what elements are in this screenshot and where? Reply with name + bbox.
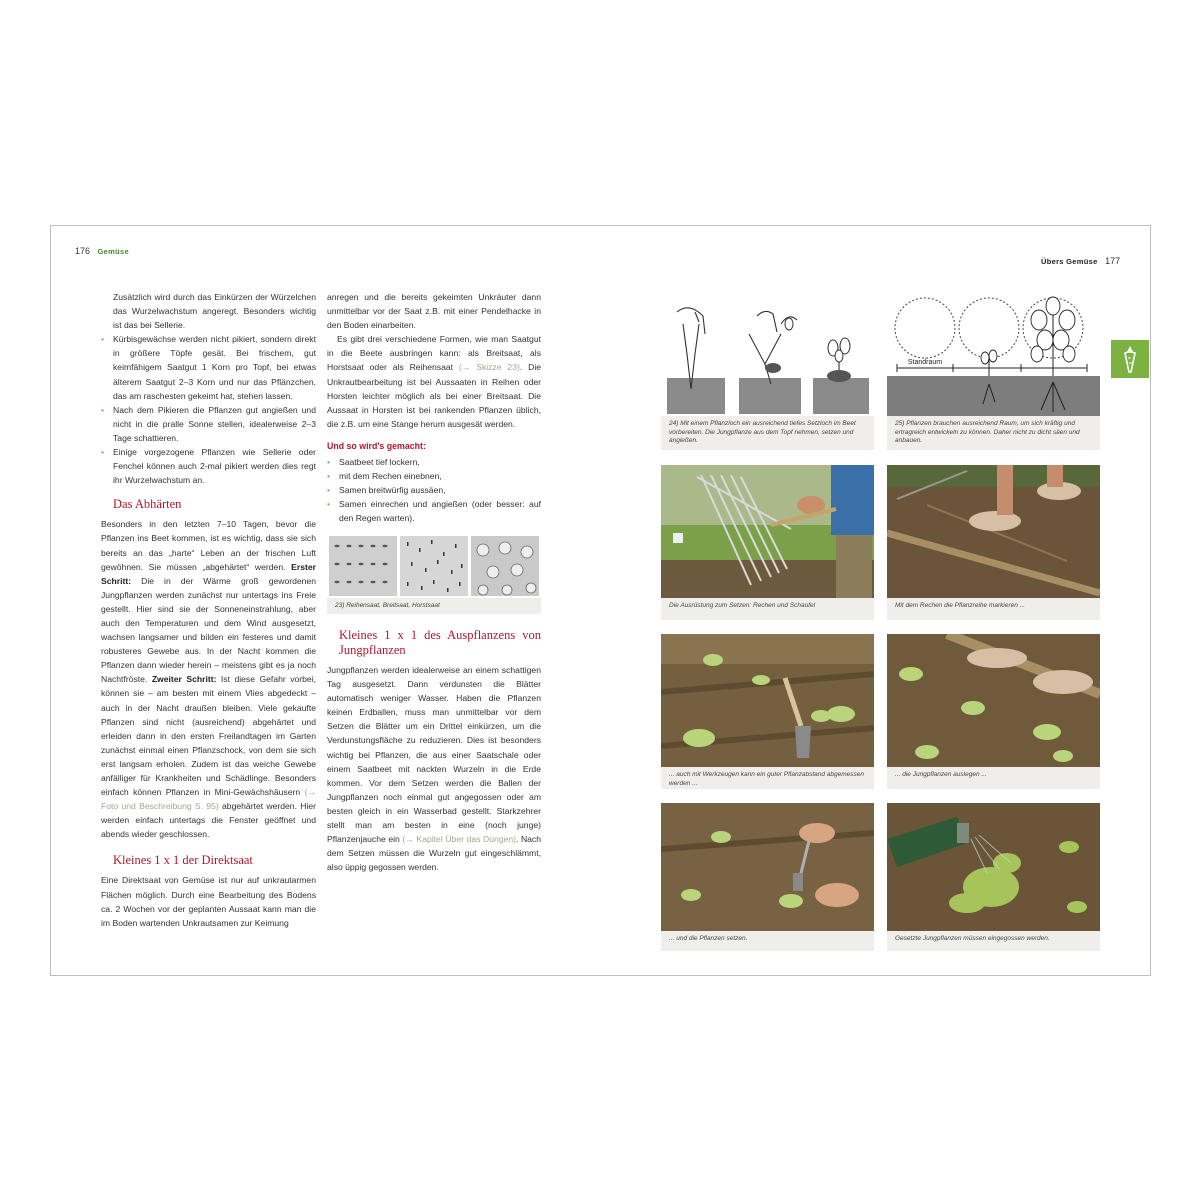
text-run: Jungpflanzen werden idealerweise an einem schattigen Tag ausgesetzt. Dann verdunsten die Blätter automatisch weniger Wasser. Haben die Pflanzen keinen Erdballen, muss man unmittelbar vor dem Setzen die Blätter um ein Drittel einkürzen, um die Verdunstungsfläche zu reduzieren. Dies ist besonders wichtig bei Pflanzen, die aus einer Saatschale oder einem Saatbeet mit nackten Wurzeln in die Erde kommen. Vor dem Setzen werden die Ballen der Jungpflanzen noch einmal gut angegossen oder am besten gleich in ein Wasserbad gestellt. Starkzehrer stellt man am besten in eine (noch junge) Pflanzenjauche ein (327, 665, 541, 845)
text-run: abgehärtet werden. Hier werden einfach untertags die Fenster geöffnet und abends wieder geschlossen. (101, 801, 316, 840)
left-column-2 (327, 290, 541, 874)
list-item: • Samen breitwürfig aussäen, (327, 483, 541, 497)
figure-23 (327, 534, 541, 615)
cross-reference[interactable]: (→ Foto und Beschreibung S. 95) (101, 787, 316, 812)
spacing-sketch (887, 294, 1100, 416)
auspflanzen-paragraph (327, 663, 541, 874)
list-item: • mit dem Rechen einebnen, (327, 469, 541, 483)
figure-23-caption: 23) Reihensaat, Breitsaat, Horstsaat (335, 601, 440, 609)
page-number-right: 177 (1105, 256, 1121, 266)
cross-reference[interactable]: (→ Skizze 23) (458, 362, 520, 373)
vegetable-icon (1111, 340, 1149, 378)
pikieren-bullets (101, 332, 316, 487)
standraum-label: Standraum (907, 359, 943, 366)
rake-and-trowel-photo (661, 465, 874, 598)
spacing-tool-photo (661, 634, 874, 767)
photo-caption: Mit dem Rechen die Pflanzreihe markieren ... (895, 602, 1026, 609)
list-item: • Einige vorgezogene Pflanzen wie Sellerie oder Fenchel können auch 2-mal pikiert werden dies regt ihr Wurzelwachstum an. (101, 445, 316, 487)
photo-3 (661, 634, 874, 789)
text-run: Besonders in den letzten 7–10 Tagen, bevor die Pflanzen ins Beet kommen, ist es wichtig, dass sie sich bereits an das „harte“ Leben an der frischen Luft gewöhnen. Sie müssen „abgehärtet“ werden. (101, 519, 316, 572)
book-spread (50, 225, 1151, 976)
setting-plants-photo (661, 803, 874, 936)
list-item: • Samen einrechen und angießen (oder besser: auf den Regen warten). (327, 497, 541, 525)
cross-reference[interactable]: (→ Kapitel Über das Düngen) (402, 834, 516, 845)
section-title-right: Übers Gemüse (1041, 257, 1098, 266)
heading-abhaerten: Das Abhärten (113, 497, 182, 512)
howto-title: Und so wird's gemacht: (327, 440, 426, 451)
text-run: Die in der Wärme groß gewordenen Jungpflanzen werden zunächst nur untertags ins Freie gestellt. Hier sind sie der Sonneneinstrahlung, aber auch den Temperaturen und dem Wind ausgesetzt, wachsen langsamer und bilden ein festeres und damit robusteres Gewebe aus. In der Nacht kommen die Pflanzen dann wieder herein – meistens gibt es ja noch Nachtfröste. (101, 575, 316, 685)
left-folio (75, 246, 129, 256)
right-folio (1041, 256, 1120, 266)
list-item: • Saatbeet tief lockern, (327, 455, 541, 469)
direktsaat-paragraph: Eine Direktsaat von Gemüse ist nur auf unkrautarmen Flächen möglich. Durch eine Bearbeitung des Bodens ca. 2 Wochen vor der geplanten Aussaat kann man die im Boden wartenden Unkrautsamen zur Keimung (101, 875, 316, 928)
photo-6 (887, 803, 1100, 951)
figure-25-caption: 25) Pflanzen brauchen ausreichend Raum, um sich kräftig und ertragreich entwickeln zu können. Daher nicht zu dicht säen und anbauen. (895, 420, 1080, 444)
heading-direktsaat: Kleines 1 x 1 der Direktsaat (113, 853, 253, 868)
photo-caption: Die Ausrüstung zum Setzen: Rechen und Schaufel (669, 602, 816, 609)
intro-paragraph: Zusätzlich wird durch das Einkürzen der Würzelchen das Wurzelwachstum angeregt. Besonders wichtig ist das bei Sellerie. (113, 292, 316, 331)
chapter-tab (1111, 340, 1149, 378)
watering-plants-photo (887, 803, 1100, 936)
figure-24 (661, 294, 874, 450)
text-run: . Die Unkrautbearbeitung ist bei Aussaaten in Reihen oder Horsten leichter möglich als bei einer Breitsaat. Die Aussaat in Horsten ist bei rankenden Pflanzen üblich, die z.B. um eine Stange herum ausgesät werden. (327, 362, 542, 429)
photo-1 (661, 465, 874, 620)
col2-paragraph-2 (327, 332, 541, 431)
bold-run: Zweiter Schritt: (151, 674, 217, 685)
heading-auspflanzen: Kleines 1 x 1 des Auspflanzens von Jungpflanzen (339, 628, 541, 657)
list-item: • Kürbisgewächse werden nicht pikiert, sondern direkt in größere Töpfe gesät. Bei frischem, gut keimfähigem Saatgut 1 Korn pro Topf, bei etwas älterem Saatgut 2–3 Korn und nur das Pflänzchen, das am raschesten gekeimt hat, stehen lassen. (101, 332, 316, 402)
page-number-left: 176 (75, 246, 91, 256)
photo-caption: ... und die Pflanzen setzen. (669, 935, 748, 942)
seeding-sketch (327, 534, 541, 598)
left-column-1 (101, 290, 316, 930)
abhaerten-paragraph (101, 517, 316, 841)
text-run: Ist diese Gefahr vorbei, können sie – am besten mit einem Vlies abgedeckt – auch in der Nacht draußen bleiben. Viele gekaufte Pflanzen sind nicht (ausreichend) abgehärtet und erleiden dann in den ersten Freilandtagen im Garten zunächst einmal einen Pflanzschock, von dem sie sich erst langsam erholen. Zudem ist das weiche Gewebe anfälliger für Krankheiten und Schädlinge. Besonders einfach können Pflanzen in Mini-Gewächshäusern (101, 674, 316, 798)
section-title-left: Gemüse (97, 247, 129, 256)
marking-row-photo (887, 465, 1100, 598)
text-run: . Nach dem Setzen müssen die Wurzeln gut eingeschlämmt, also üppig gegossen werden. (327, 834, 542, 873)
howto-list (327, 455, 541, 525)
photo-caption: ... die Jungpflanzen auslegen ... (895, 771, 987, 778)
photo-caption: ... auch mit Werkzeugen kann ein guter Pflanzabstand abgemessen werden ... (669, 771, 864, 787)
planting-sketch (661, 294, 874, 416)
figure-24-caption: 24) Mit einem Pflanzloch ein ausreichend tiefes Setzloch im Beet vorbereiten. Die Jungpflanze aus dem Topf nehmen, setzen und angießen. (669, 420, 856, 444)
photo-4 (887, 634, 1100, 789)
text-run: Es gibt drei verschiedene Formen, wie man Saatgut in die Beete ausbringen kann: als Breitsaat, als Horstsaat oder als Reihensaat (327, 334, 541, 373)
photo-5 (661, 803, 874, 951)
col2-paragraph-1: anregen und die bereits gekeimten Unkräuter dann unmittelbar vor der Saat z.B. mit einer Pendelhacke in den Boden einarbeiten. (327, 292, 541, 331)
bold-run: Erster Schritt: (101, 561, 316, 586)
laying-out-plants-photo (887, 634, 1100, 767)
photo-caption: Gesetzte Jungpflanzen müssen eingegossen werden. (895, 935, 1050, 942)
photo-2 (887, 465, 1100, 620)
list-item: • Nach dem Pikieren die Pflanzen gut angießen und nicht in die pralle Sonne stellen, idealerweise 2–3 Tage schattieren. (101, 403, 316, 445)
figure-25 (887, 294, 1100, 450)
